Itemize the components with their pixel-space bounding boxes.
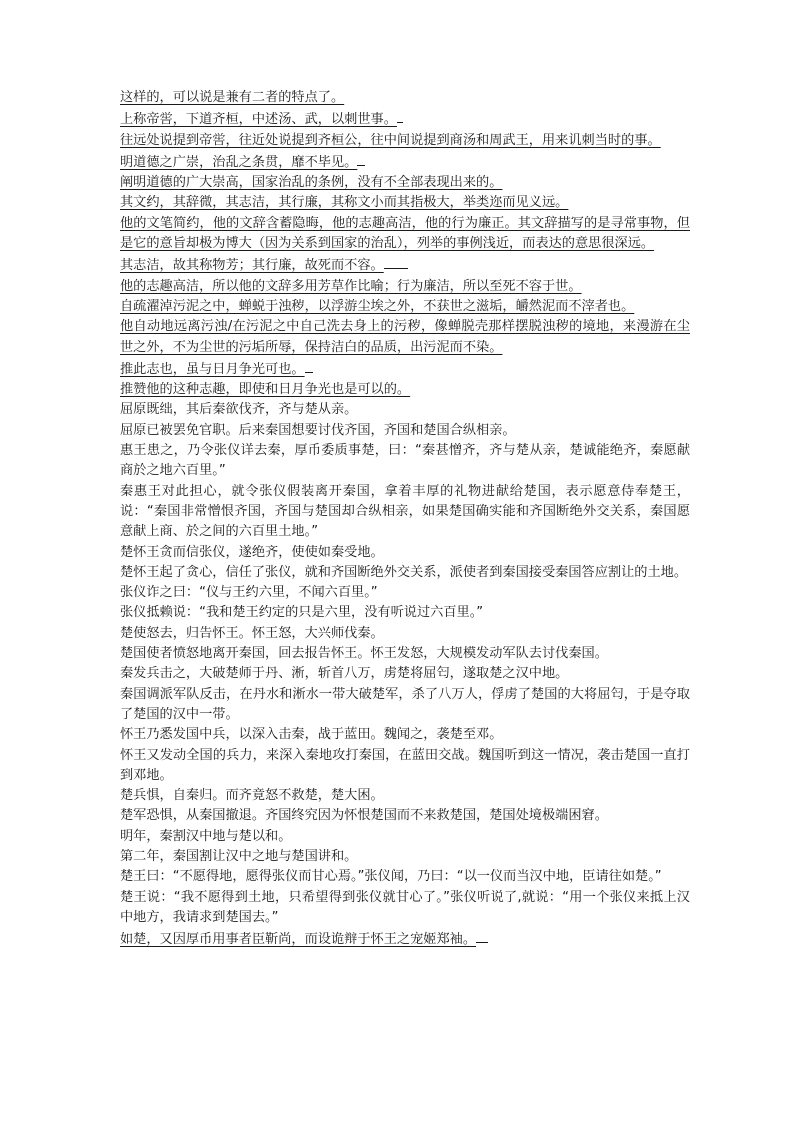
line-text: 秦国调派军队反击，在丹水和淅水一带大破楚军，杀了八万人，俘虏了楚国的大将屈匄，于是夺取了楚国的汉中一带。: [120, 686, 690, 722]
text-line: [120, 603, 690, 623]
line-text: 楚怀王贪而信张仪，遂绝齐，使使如秦受地。: [120, 544, 384, 560]
line-text: 阐明道德的广大崇高，国家治乱的条例，没有不全部表现出来的。: [120, 175, 503, 191]
text-line: [120, 400, 690, 420]
underline-tail: [476, 928, 488, 943]
line-text: 惠王患之，乃令张仪详去秦，厚币委质事楚，曰：“秦甚憎齐，齐与楚从亲，楚诚能绝齐，秦愿献商於之地六百里。”: [120, 443, 690, 479]
text-line: [120, 317, 690, 358]
line-text: 楚兵惧，自秦归。而齐竟怒不救楚，楚大困。: [120, 788, 384, 804]
line-text: 他的文笔简约，他的文辞含蓄隐晦，他的志趣高洁，他的行为廉正。其文辞描写的是寻常事物，但是它的意旨却极为博大（因为关系到国家的治乱），列举的事例浅近，而表达的意思很深远。: [120, 215, 690, 252]
text-line: [120, 173, 690, 193]
line-text: 秦惠王对此担心，就令张仪假装离开秦国，拿着丰厚的礼物进献给楚国，表示愿意侍奉楚王，说：“秦国非常憎恨齐国，齐国与楚国却合纵相亲，如果楚国确实能和齐国断绝外交关系，秦国愿意献上商、於之间的六百里土地。”: [120, 483, 690, 540]
text-line: [120, 482, 690, 543]
line-text: 楚王说：“我不愿得到土地，只希望得到张仪就甘心了。”张仪听说了,就说：“用一个张仪来抵上汉中地方，我请求到楚国去。”: [120, 889, 690, 925]
text-line: [120, 214, 690, 255]
text-line: [120, 928, 690, 950]
line-text: 楚怀王起了贪心，信任了张仪，就和齐国断绝外交关系，派使者到秦国接受秦国答应割让的土地。: [120, 564, 688, 580]
text-line: [120, 277, 690, 297]
text-line: [120, 254, 690, 276]
text-line: [120, 441, 690, 482]
text-line: [120, 624, 690, 644]
text-line: [120, 644, 690, 664]
text-line: [120, 786, 690, 806]
line-text: 其文约，其辞微，其志洁，其行廉，其称文小而其指极大，举类迩而见义远。: [120, 195, 569, 211]
line-text: 楚使怒去，归告怀王。怀王怒，大兴师伐秦。: [120, 625, 384, 641]
line-text: 怀王乃悉发国中兵，以深入击秦，战于蓝田。魏闻之，袭楚至邓。: [120, 727, 503, 743]
text-line: [120, 827, 690, 847]
line-text: 楚军恐惧，从秦国撤退。齐国终究因为怀恨楚国而不来救楚国，楚国处境极端困窘。: [120, 808, 608, 824]
text-line: [120, 88, 690, 108]
line-text: 其志洁，故其称物芳；其行廉，故死而不容。: [120, 258, 384, 274]
line-text: 他自动地远离污浊/在污泥之中自己洗去身上的污秽，像蝉脱壳那样摆脱浊秽的境地，来漫游在尘世之外，不为尘世的污垢所辱，保持洁白的品质，出污泥而不染。: [120, 319, 690, 355]
line-text: 上称帝喾，下道齐桓，中述汤、武，以刺世事。: [120, 112, 397, 128]
line-text: 怀王又发动全国的兵力，来深入秦地攻打秦国，在蓝田交战。魏国听到这一情况，袭击楚国一直打到邓地。: [120, 747, 690, 783]
text-line: [120, 380, 690, 400]
text-line: [120, 583, 690, 603]
line-text: 楚王曰：“不愿得地，愿得张仪而甘心焉。”张仪闻，乃曰：“以一仪而当汉中地，臣请往如楚。”: [120, 869, 662, 885]
underline-tail: [397, 108, 403, 123]
text-line: [120, 131, 690, 151]
text-line: [120, 151, 690, 173]
line-text: 自疏濯淖污泥之中，蝉蜕于浊秽，以浮游尘埃之外，不获世之滋垢，皭然泥而不滓者也。: [120, 298, 635, 314]
line-text: 张仪诈之曰：“仪与王约六里，不闻六百里。”: [120, 585, 378, 601]
text-line: [120, 867, 690, 887]
underline-tail: [305, 358, 313, 373]
text-line: [120, 806, 690, 826]
line-text: 推此志也，虽与日月争光可也。: [120, 361, 305, 377]
text-line: [120, 685, 690, 726]
text-line: [120, 108, 690, 130]
underline-tail: [357, 151, 365, 166]
line-text: 如楚，又因厚币用事者臣靳尚，而设诡辩于怀王之宠姬郑袖。: [120, 932, 477, 948]
line-text: 屈原已被罢免官职。后来秦国想要讨伐齐国，齐国和楚国合纵相亲。: [120, 422, 516, 438]
line-text: 秦发兵击之，大破楚师于丹、淅，斩首八万，虏楚将屈匄，遂取楚之汉中地。: [120, 666, 569, 682]
line-text: 这样的，可以说是兼有二者的特点了。: [120, 90, 345, 105]
text-line: [120, 725, 690, 745]
text-line: [120, 888, 690, 929]
line-text: 他的志趣高洁，所以他的文辞多用芳草作比喻；行为廉洁，所以至死不容于世。: [120, 278, 582, 294]
text-line: [120, 563, 690, 583]
text-line: [120, 193, 690, 213]
text-line: [120, 358, 690, 380]
text-line: [120, 847, 690, 867]
line-text: 楚国使者愤怒地离开秦国，回去报告怀王。怀王发怒，大规模发动军队去讨伐秦国。: [120, 646, 608, 662]
document-body: [120, 88, 690, 950]
line-text: 推赞他的这种志趣，即使和日月争光也是可以的。: [120, 382, 411, 398]
line-text: 屈原既绌，其后秦欲伐齐，齐与楚从亲。: [120, 402, 358, 418]
line-text: 明年，秦割汉中地与楚以和。: [120, 828, 292, 844]
line-text: 第二年，秦国割让汉中之地与楚国讲和。: [120, 848, 358, 864]
line-text: 往远处说提到帝喾，往近处说提到齐桓公，往中间说提到商汤和周武王，用来讥刺当时的事。: [120, 132, 661, 148]
text-line: [120, 543, 690, 563]
text-line: [120, 421, 690, 441]
line-text: 张仪抵赖说：“我和楚王约定的只是六里，没有听说过六百里。”: [120, 605, 484, 621]
underline-tail: [384, 254, 408, 269]
text-line: [120, 746, 690, 787]
text-line: [120, 297, 690, 317]
line-text: 明道德之广崇，治乱之条贯，靡不毕见。: [120, 154, 358, 170]
text-line: [120, 664, 690, 684]
